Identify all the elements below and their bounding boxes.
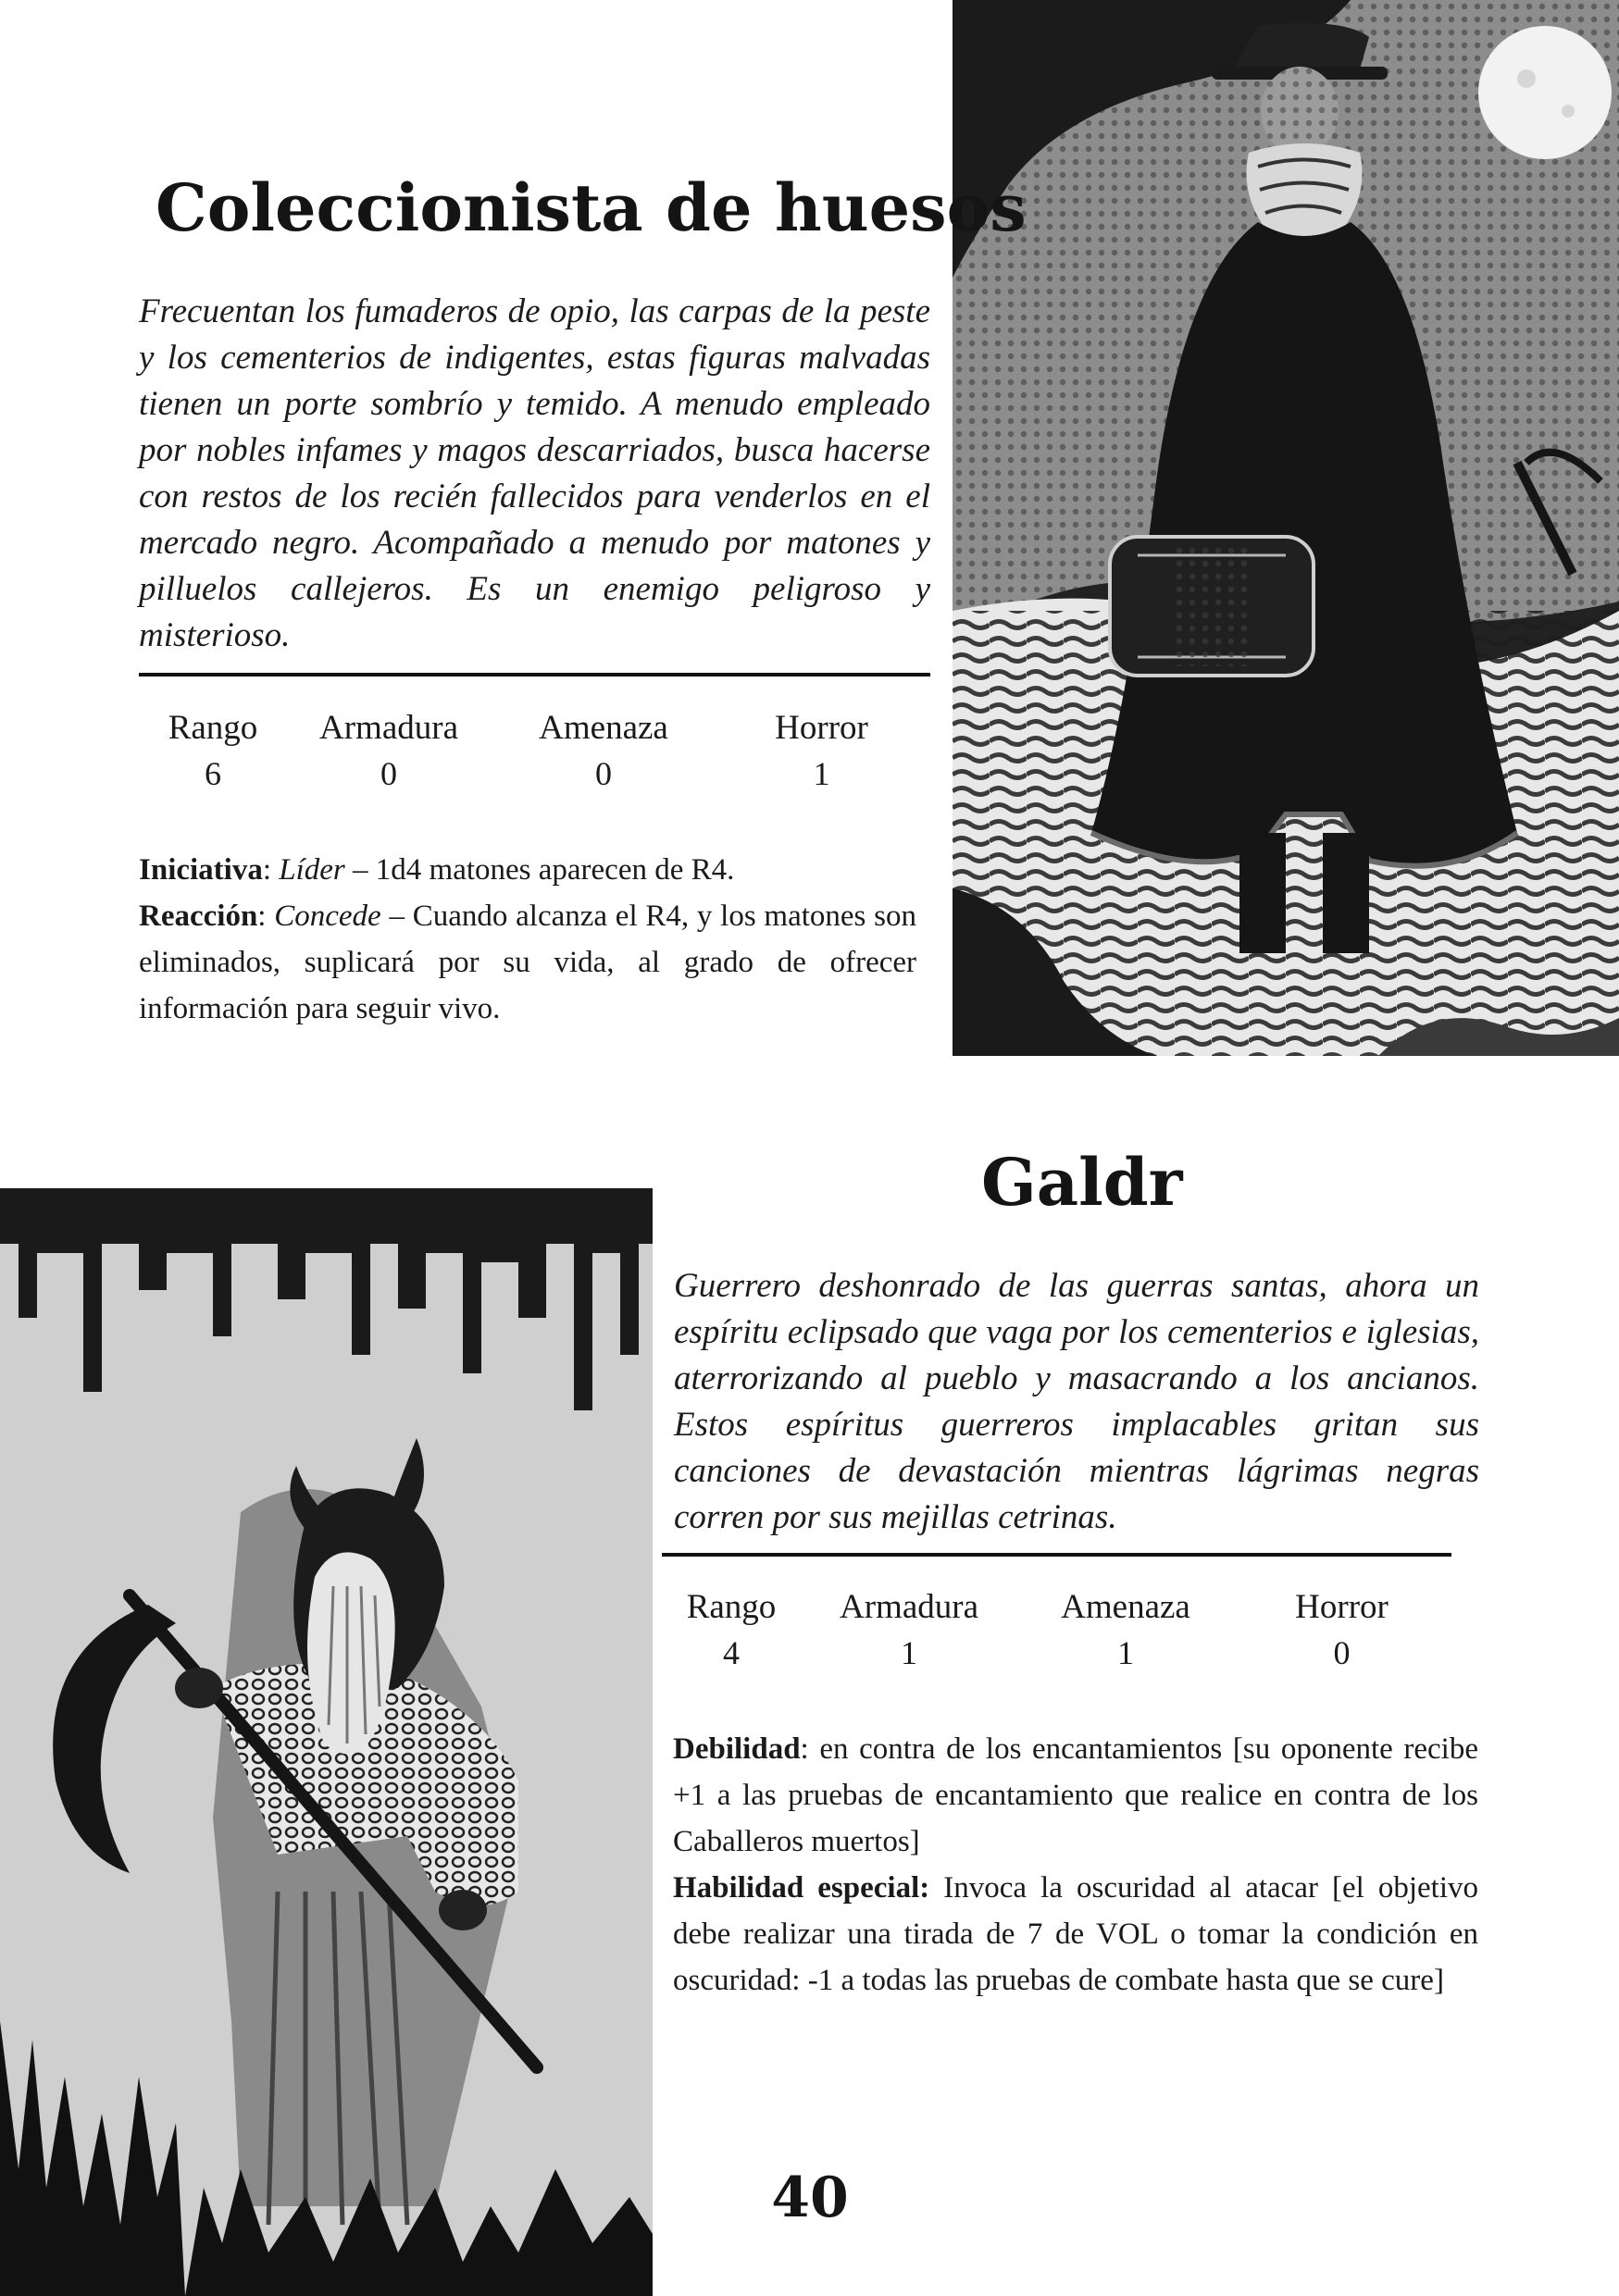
ability-tag: Concede [274,900,381,933]
divider-rule [139,673,930,676]
ability-name: Iniciativa [139,853,263,887]
stat-label: Horror [1295,1588,1389,1626]
stat-value: 1 [813,755,830,792]
stat-value: 4 [723,1634,740,1671]
galdr-abilities [673,1726,1478,2004]
stat-value: 1 [1117,1634,1134,1671]
stat-label: Amenaza [539,709,668,747]
bone-collector-illustration [953,0,1619,1056]
stat-value: 0 [380,755,397,792]
stat-label: Rango [686,1588,777,1626]
stat-value: 0 [595,755,612,792]
bone-collector-title: Coleccionista de huesos [156,169,1027,246]
galdr-intro: Guerrero deshonrado de las guerras santas, ahora un espíritu eclipsado que vaga por los cementerios e iglesias, aterrorizando al pueblo y masacrando a los ancianos. Estos espíritus guerreros implacables gritan sus canciones de devastación mientras lágrimas negras corren por sus mejillas cetrinas. [674,1267,1479,1536]
moon-icon [1478,26,1612,159]
ability-sep: : [262,853,280,887]
ability-text: en contra de los encantamientos [su oponente recibe +1 a las pruebas de encantamiento que realice en contra de los Caballeros muertos] [673,1732,1478,1858]
stat-label: Armadura [319,709,458,747]
galdr-title: Galdr [981,1144,1183,1221]
stat-amenaza [1033,1584,1218,1675]
ability-sep: : [800,1732,820,1766]
ability-sep [929,1871,943,1905]
stat-value: 6 [205,755,221,792]
ability-sep: : [257,900,275,933]
ability-tag: Líder [279,853,345,887]
stat-horror [741,705,903,796]
ability-name: Reacción [139,900,258,933]
stat-amenaza [511,705,696,796]
stat-rango [666,1584,796,1675]
bone-collector-abilities [139,847,916,1032]
divider-rule [662,1553,1451,1557]
ability-iniciativa [139,847,916,893]
stat-horror [1261,1584,1423,1675]
ability-debilidad [673,1726,1478,1865]
stat-value: 1 [901,1634,917,1671]
stat-armadura [296,705,481,796]
stat-value: 0 [1333,1634,1351,1671]
stat-armadura [816,1584,1002,1675]
ability-name: Habilidad especial: [673,1871,930,1905]
galdr-illustration [0,1188,653,2296]
bone-collector-intro: Frecuentan los fumaderos de opio, las carpas de la peste y los cementerios de indigentes, estas figuras malvadas tienen un porte sombrío y temido. A menudo empleado por nobles infames y magos descarriados, busca hacerse con restos de los recién fallecidos para venderlos en el mercado negro. Acompañado a menudo por matones y pilluelos callejeros. Es un enemigo peligroso y misterioso. [139,292,930,654]
ability-text: Invoca la oscuridad al atacar [el objetivo debe realizar una tirada de 7 de VOL o tomar la condición en oscuridad: -1 a todas las pruebas de combate hasta que se cure] [673,1871,1478,1997]
stat-label: Rango [168,709,258,747]
ability-name: Debilidad [673,1732,801,1766]
stat-label: Horror [775,709,868,747]
ability-text: – Cuando alcanza el R4, y los matones son eliminados, suplicará por su vida, al grado de ofrecer información para seguir vivo. [139,900,916,1025]
ability-reaccion [139,893,916,1032]
stat-rango [148,705,278,796]
ability-text: – 1d4 matones aparecen de R4. [344,853,735,887]
stat-label: Amenaza [1061,1588,1190,1626]
stat-label: Armadura [840,1588,978,1626]
page-number: 40 [771,2166,849,2230]
ability-habilidad-especial [673,1865,1478,2004]
